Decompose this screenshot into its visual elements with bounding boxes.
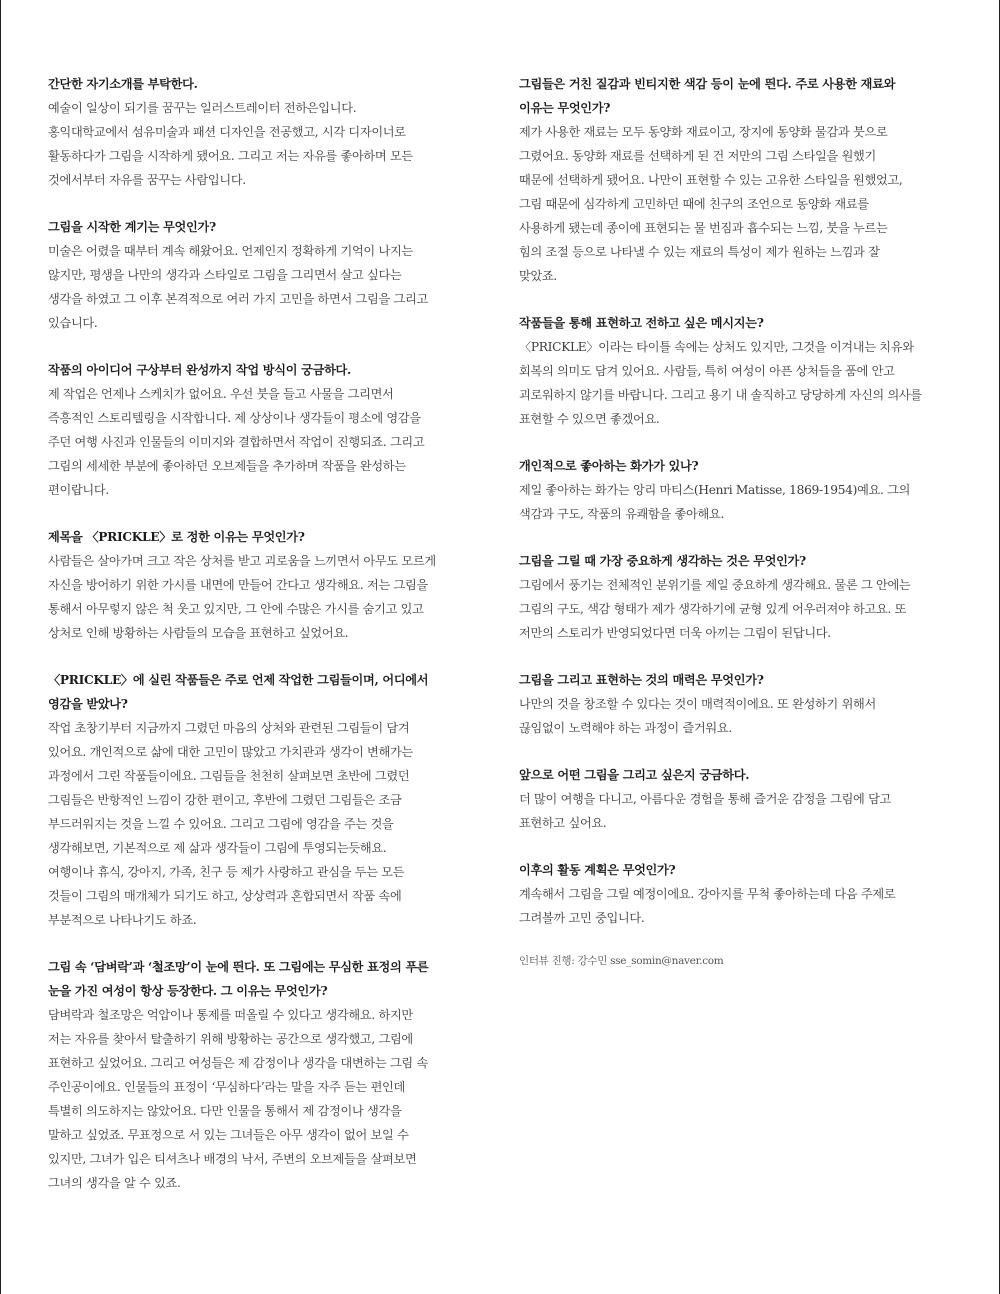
qa-block (48, 72, 488, 192)
question-line: 작품들을 통해 표현하고 전하고 싶은 메시지는? (519, 316, 764, 330)
answer-line: 부분적으로 나타나기도 하죠. (48, 913, 197, 927)
question-line: 이유는 무엇인가? (519, 101, 611, 115)
answer-line: 않지만, 평생을 나만의 생각과 스타일로 그림을 그리면서 살고 싶다는 (48, 268, 402, 282)
question-line: 〈PRICKLE〉에 실린 작품들은 주로 언제 작업한 그림들이며, 어디에서 (48, 673, 429, 687)
answer-line: 예술이 일상이 되기를 꿈꾸는 일러스트레이터 전하은입니다. (48, 101, 357, 115)
question-line: 영감을 받았나? (48, 697, 128, 711)
answer-line: 부드러워지는 것을 느낄 수 있어요. 그리고 그림에 영감을 주는 것을 (48, 817, 394, 831)
answer-line: 제 작업은 언제나 스케치가 없어요. 우선 붓을 들고 사물을 그리면서 (48, 387, 394, 401)
answer-line: 말하고 싶었죠. 무표정으로 서 있는 그녀들은 아무 생각이 없어 보일 수 (48, 1128, 409, 1142)
answer-line: 때문에 선택하게 됐어요. 나만이 표현할 수 있는 고유한 스타일을 원했었고, (519, 173, 903, 187)
answer-line: 그림 때문에 심각하게 고민하던 때에 친구의 조언으로 동양화 재료를 (519, 197, 869, 211)
answer-line: 표현하고 싶어요. (519, 816, 607, 830)
qa-block (519, 763, 959, 835)
answer-line: 자신을 방어하기 위한 가시를 내면에 만들어 간다고 생각해요. 저는 그림을 (48, 578, 428, 592)
question-line: 그림들은 거친 질감과 빈티지한 색감 등이 눈에 띈다. 주로 사용한 재료와 (519, 77, 896, 91)
answer-line: 색감과 구도, 작품의 유쾌함을 좋아해요. (519, 507, 725, 521)
question-line: 작품의 아이디어 구상부터 완성까지 작업 방식이 궁금하다. (48, 363, 351, 377)
answer-line: 표현할 수 있으면 좋겠어요. (519, 412, 660, 426)
interview-credit: 인터뷰 진행: 강수민 sse_somin@naver.com (519, 955, 724, 967)
qa-block (48, 668, 488, 932)
answer-line: 있지만, 그녀가 입은 티셔츠나 배경의 낙서, 주변의 오브제들을 살펴보면 (48, 1152, 417, 1166)
answer-line: 홍익대학교에서 섬유미술과 패션 디자인을 전공했고, 시각 디자이너로 (48, 125, 406, 139)
answer-line: 더 많이 여행을 다니고, 아름다운 경험을 통해 즐거운 감정을 그림에 담고 (519, 792, 892, 806)
answer-line: 것들이 그림의 매개체가 되기도 하고, 상상력과 혼합되면서 작품 속에 (48, 889, 402, 903)
qa-block (519, 668, 959, 740)
question-line: 그림 속 ‘담벼락’과 ‘철조망’이 눈에 띈다. 또 그림에는 무심한 표정의 푸른 (48, 960, 429, 974)
answer-line: 그림에서 풍기는 전체적인 분위기를 제일 중요하게 생각해요. 물론 그 안에는 (519, 578, 911, 592)
left-column (48, 72, 488, 1218)
answer-line: 사람들은 살아가며 크고 작은 상처를 받고 괴로움을 느끼면서 아무도 모르게 (48, 554, 436, 568)
answer-line: 즉흥적인 스토리텔링을 시작합니다. 제 상상이나 생각들이 평소에 영감을 (48, 411, 421, 425)
question-line: 그림을 그리고 표현하는 것의 매력은 무엇인가? (519, 673, 764, 687)
answer-line: 있어요. 개인적으로 삶에 대한 고민이 많았고 가치관과 생각이 변해가는 (48, 745, 413, 759)
qa-block (519, 311, 959, 431)
qa-block (519, 72, 959, 288)
question-line: 앞으로 어떤 그림을 그리고 싶은지 궁금하다. (519, 768, 750, 782)
answer-line: 사용하게 됐는데 종이에 표현되는 물 번짐과 흡수되는 느낌, 붓을 누르는 (519, 221, 888, 235)
right-column (519, 72, 959, 969)
answer-line: 저는 자유를 찾아서 탈출하기 위해 방황하는 공간으로 생각했고, 그림에 (48, 1032, 413, 1046)
answer-line: 회복의 의미도 담겨 있어요. 사람들, 특히 여성이 아픈 상처들을 품에 안고 (519, 364, 895, 378)
answer-line: 생각을 하였고 그 이후 본격적으로 여러 가지 고민을 하면서 그림을 그리고 (48, 292, 428, 306)
answer-line: 그림의 세세한 부분에 좋아하던 오브제들을 추가하며 작품을 완성하는 (48, 459, 406, 473)
answer-line: 상처로 인해 방황하는 사람들의 모습을 표현하고 싶었어요. (48, 626, 349, 640)
answer-line: 특별히 의도하지는 않았어요. 다만 인물을 통해서 제 감정이나 생각을 (48, 1104, 402, 1118)
question-line: 눈을 가진 여성이 항상 등장한다. 그 이유는 무엇인가? (48, 984, 328, 998)
answer-line: 그림들은 반항적인 느낌이 강한 편이고, 후반에 그렸던 그림들은 조금 (48, 793, 402, 807)
answer-line: 〈PRICKLE〉이라는 타이틀 속에는 상처도 있지만, 그것을 이겨내는 치유와 (519, 340, 914, 354)
answer-line: 표현하고 싶었어요. 그리고 여성들은 제 감정이나 생각을 대변하는 그림 속 (48, 1056, 428, 1070)
answer-line: 통해서 아무렇지 않은 척 웃고 있지만, 그 안에 수많은 가시를 숨기고 있고 (48, 602, 424, 616)
answer-line: 과정에서 그린 작품들이에요. 그림들을 천천히 살펴보면 초반에 그렸던 (48, 769, 410, 783)
question-line: 간단한 자기소개를 부탁한다. (48, 77, 198, 91)
answer-line: 맞았죠. (519, 269, 557, 283)
qa-block (519, 858, 959, 930)
question-line: 그림을 시작한 계기는 무엇인가? (48, 220, 216, 234)
answer-line: 주인공이에요. 인물들의 표정이 ‘무심하다’라는 말을 자주 듣는 편인데 (48, 1080, 405, 1094)
answer-line: 제일 좋아하는 화가는 앙리 마티스(Henri Matisse, 1869-1954)예요. 그의 (519, 483, 911, 497)
answer-line: 담벼락과 철조망은 억압이나 통제를 떠올릴 수 있다고 생각해요. 하지만 (48, 1008, 413, 1022)
answer-line: 활동하다가 그림을 시작하게 됐어요. 그리고 저는 자유를 좋아하며 모든 (48, 149, 413, 163)
answer-line: 힘의 조절 등으로 나타낼 수 있는 재료의 특성이 제가 원하는 느낌과 잘 (519, 245, 880, 259)
answer-line: 괴로워하지 않기를 바랍니다. 그리고 용기 내 솔직하고 당당하게 자신의 의사를 (519, 388, 922, 402)
qa-block (519, 549, 959, 645)
question-line: 이후의 활동 계획은 무엇인가? (519, 863, 676, 877)
qa-block (48, 525, 488, 645)
answer-line: 생각해보면, 기본적으로 제 삶과 생각들이 그림에 투영되는듯해요. (48, 841, 387, 855)
answer-line: 미술은 어렸을 때부터 계속 해왔어요. 언제인지 정확하게 기억이 나지는 (48, 244, 413, 258)
qa-block (48, 955, 488, 1195)
answer-line: 그림의 구도, 색감 형태가 제가 생각하기에 균형 있게 어우러져야 하고요. 또 (519, 602, 907, 616)
answer-line: 여행이나 휴식, 강아지, 가족, 친구 등 제가 사랑하고 관심을 두는 모든 (48, 865, 405, 879)
answer-line: 편이랍니다. (48, 483, 109, 497)
qa-block (48, 215, 488, 335)
question-line: 개인적으로 좋아하는 화가가 있나? (519, 459, 699, 473)
answer-line: 작업 초창기부터 지금까지 그렸던 마음의 상처와 관련된 그림들이 담겨 (48, 721, 410, 735)
answer-line: 그렸어요. 동양화 재료를 선택하게 된 건 저만의 그림 스타일을 원했기 (519, 149, 876, 163)
answer-line: 있습니다. (48, 316, 98, 330)
question-line: 그림을 그릴 때 가장 중요하게 생각하는 것은 무엇인가? (519, 554, 806, 568)
answer-line: 주던 여행 사진과 인물들의 이미지와 결합하면서 작업이 진행되죠. 그리고 (48, 435, 425, 449)
answer-line: 제가 사용한 재료는 모두 동양화 재료이고, 장지에 동양화 물감과 붓으로 (519, 125, 888, 139)
qa-block (519, 454, 959, 526)
answer-line: 끊임없이 노력해야 하는 과정이 즐거워요. (519, 721, 732, 735)
answer-line: 그녀의 생각을 알 수 있죠. (48, 1176, 181, 1190)
question-line: 제목을 〈PRICKLE〉로 정한 이유는 무엇인가? (48, 530, 305, 544)
answer-line: 계속해서 그림을 그릴 예정이에요. 강아지를 무척 좋아하는데 다음 주제로 (519, 887, 896, 901)
answer-line: 저만의 스토리가 반영되었다면 더욱 아끼는 그림이 된답니다. (519, 626, 831, 640)
answer-line: 그려볼까 고민 중입니다. (519, 911, 645, 925)
answer-line: 것에서부터 자유를 꿈꾸는 사람입니다. (48, 173, 246, 187)
qa-block (48, 358, 488, 502)
answer-line: 나만의 것을 창조할 수 있다는 것이 매력적이에요. 또 완성하기 위해서 (519, 697, 876, 711)
